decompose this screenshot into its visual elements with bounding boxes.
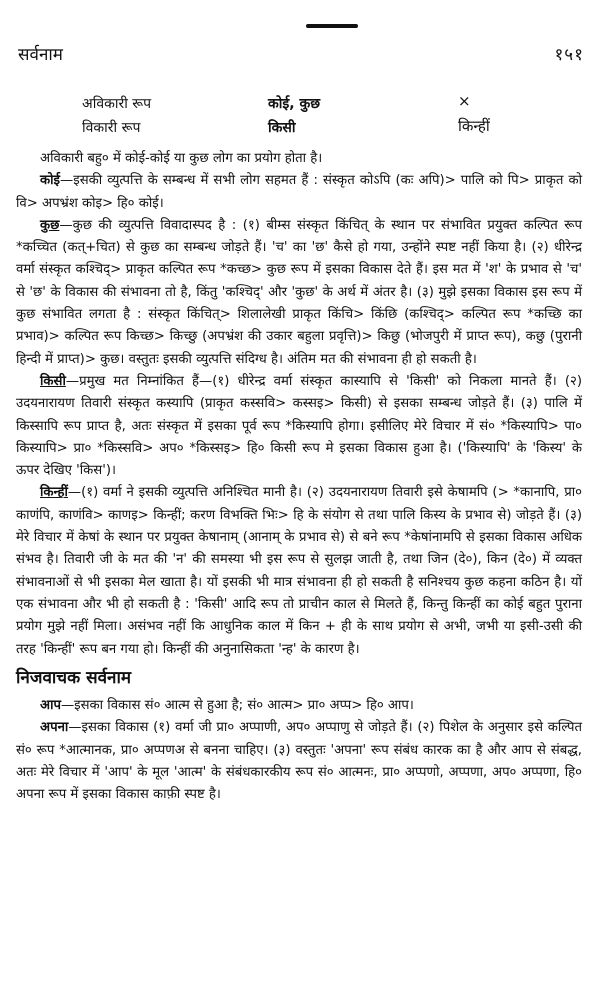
entry-head: आप (40, 698, 61, 714)
entry-head: कुछ (40, 217, 60, 233)
forms-value: कोई, कुछ (268, 96, 321, 112)
page-number: १५१ (554, 45, 584, 65)
paragraph (16, 215, 582, 371)
paragraph-text: —इसका विकास सं० आत्म से हुआ है; सं० आत्म> प्रा० अप्प> हि० आप। (60, 698, 414, 714)
chapter-title: सर्वनाम (18, 45, 63, 65)
forms-value: किसी (268, 120, 296, 136)
forms-row (82, 116, 502, 140)
top-ink-mark (306, 24, 358, 28)
paragraph-text: —कुछ की व्युत्पत्ति विवादास्पद है : (१) बीम्स संस्कृत किंचित् के स्थान पर संभावित प्रयुक्त कल्पित रूप *कच्चित (कत्+चित) से कुछ का सम्बन्ध जोड़ते हैं। 'च' का 'छ' कैसे हो गया, उन्होंने स्पष्ट नहीं किया है। (२) धीरेन्द्र वर्मा संस्कृत कश्चिद्> प्राकृत कल्पित रूप *कच्छ> कुछ रूप में इसका विकास देते हैं। इस मत में 'श' के प्रभाव से 'च' से 'छ' के विकास की संभावना तो है, किंतु 'कश्चिद्' और 'कुछ' के अर्थ में अंतर है। (३) मुझे इसका विकास इस रूप में कुछ संभावित लगता है : संस्कृत किंचित्> शिलालेखी प्राकृत किंचि> किंछि (कश्चिद्> कल्पित रूप *कच्छि का प्रभाव)> कल्पित रूप किच्छ> किच्छु (अपभ्रंश की उकार बहुला प्रवृत्ति)> किछु (भोजपुरी में प्राप्त रूप), कछु (पुरानी हिन्दी में प्राप्त)> कुछ। वस्तुतः इसकी व्युत्पत्ति संदिग्ध है। अंतिम मत की संभावना ही हो सकती है। (16, 217, 582, 367)
forms-row (82, 92, 502, 116)
forms-note: किन्हीं (458, 117, 490, 135)
forms-table (82, 92, 502, 140)
paragraph (16, 170, 582, 215)
section-title: निजवाचक सर्वनाम (16, 667, 132, 688)
paragraph-text: —इसका विकास (१) वर्मा जी प्रा० अप्पाणी, अप० अप्पाणु से जोड़ते हैं। (२) पिशेल के अनुसार इसे कल्पित सं० रूप *आत्मानक, प्रा० अप्पणअ से बनना चाहिए। (३) वस्तुतः 'अपना' रूप संबंध कारक का है और आप से संबद्ध, अतः मेरे विचार में 'आप' के मूल 'आत्म' के संबंधकारकीय रूप सं० आत्मनः, प्रा० अप्पणो, अप्पणा, अप० अप्पणा, हि० अपना रूप में इसका विकास काफ़ी स्पष्ट है। (16, 720, 582, 803)
entry-head: अपना (40, 720, 69, 736)
paragraph-text: —प्रमुख मत निम्नांकित हैं—(१) धीरेन्द्र वर्मा संस्कृत कास्यापि से 'किसी' को निकला मानते हैं। (२) उदयनारायण तिवारी संस्कृत कस्यापि (प्राकृत कस्सवि> कस्सइ> किसी) से इसका सम्बन्ध जोड़ते हैं। (३) पालि में किस्सापि रूप प्राप्त है, अतः संस्कृत में इसका पूर्व रूप *किस्यापि होगा। इसीलिए मेरे विचार में सं० *किस्यापि> पा० किस्यापि> प्रा० *किस्सवि> अप० *किस्सइ> हि० किसी रूप मे इसका विकास हुआ है। ('किस्यापि' के 'किस्य' के ऊपर देखिए 'किस')। (16, 373, 582, 479)
paragraph-text: —इसकी व्युत्पत्ति के सम्बन्ध में सभी लोग सहमत हैं : संस्कृत कोऽपि (कः अपि)> पालि को पि> प्राकृत को वि> अपभ्रंश कोइ> हि० कोई। (16, 173, 582, 211)
entry-head: कोई (40, 173, 61, 189)
body-text (16, 148, 582, 807)
forms-note: × (458, 92, 471, 110)
paragraph-text: अविकारी बहु० में कोई-कोई या कुछ लोग का प्रयोग होता है। (40, 151, 323, 166)
forms-label: अविकारी रूप (82, 96, 152, 112)
paragraph-text: —(१) वर्मा ने इसकी व्युत्पत्ति अनिश्चित मानी है। (२) उदयनारायण तिवारी इसे केषामपि (> *कानापि, प्रा० काणंपि, काणंवि> काणइ> किन्हीं; करण विभक्ति भिः> हि के संयोग से तथा पालि किस्य के प्रभाव से) जोड़ते हैं। (३) मेरे विचार में केषां के स्थान पर प्रयुक्त केषानाम् (आनाम् के प्रभाव से) से बने रूप *केषांनामपि से इसका विकास अधिक संभव है। तिवारी जी के मत की 'न' की समस्या भी इस रूप से सुलझ जाती है, तथा जिन (दे०), किन (दे०) में व्यक्त संभावनाओं से भी इसका मेल खाता है। यों इसकी भी मात्र संभावना ही हो सकती है सनिश्चय कुछ कहना कठिन है। यों एक संभावना और भी हो सकती है : 'किसी' आदि रूप तो प्राचीन काल से मिलते हैं, किन्तु किन्हीं का कोई बहुत पुराना प्रयोग मुझे नहीं मिला। असंभव नहीं कि आधुनिक काल में किन + ही के साथ प्रयोग से अभी, जभी या इसी-उसी की तरह 'किन्हीं' रूप बन गया हो। किन्हीं की अनुनासिकता 'न्ह' के कारण है। (16, 485, 582, 657)
paragraph (16, 148, 582, 170)
paragraph (16, 371, 582, 482)
paragraph (16, 482, 582, 660)
forms-label: विकारी रूप (82, 120, 141, 136)
running-header (18, 42, 584, 66)
paragraph (16, 717, 582, 806)
entry-head: किसी (40, 373, 66, 389)
paragraph (16, 695, 582, 717)
entry-head: किन्हीं (40, 485, 68, 501)
